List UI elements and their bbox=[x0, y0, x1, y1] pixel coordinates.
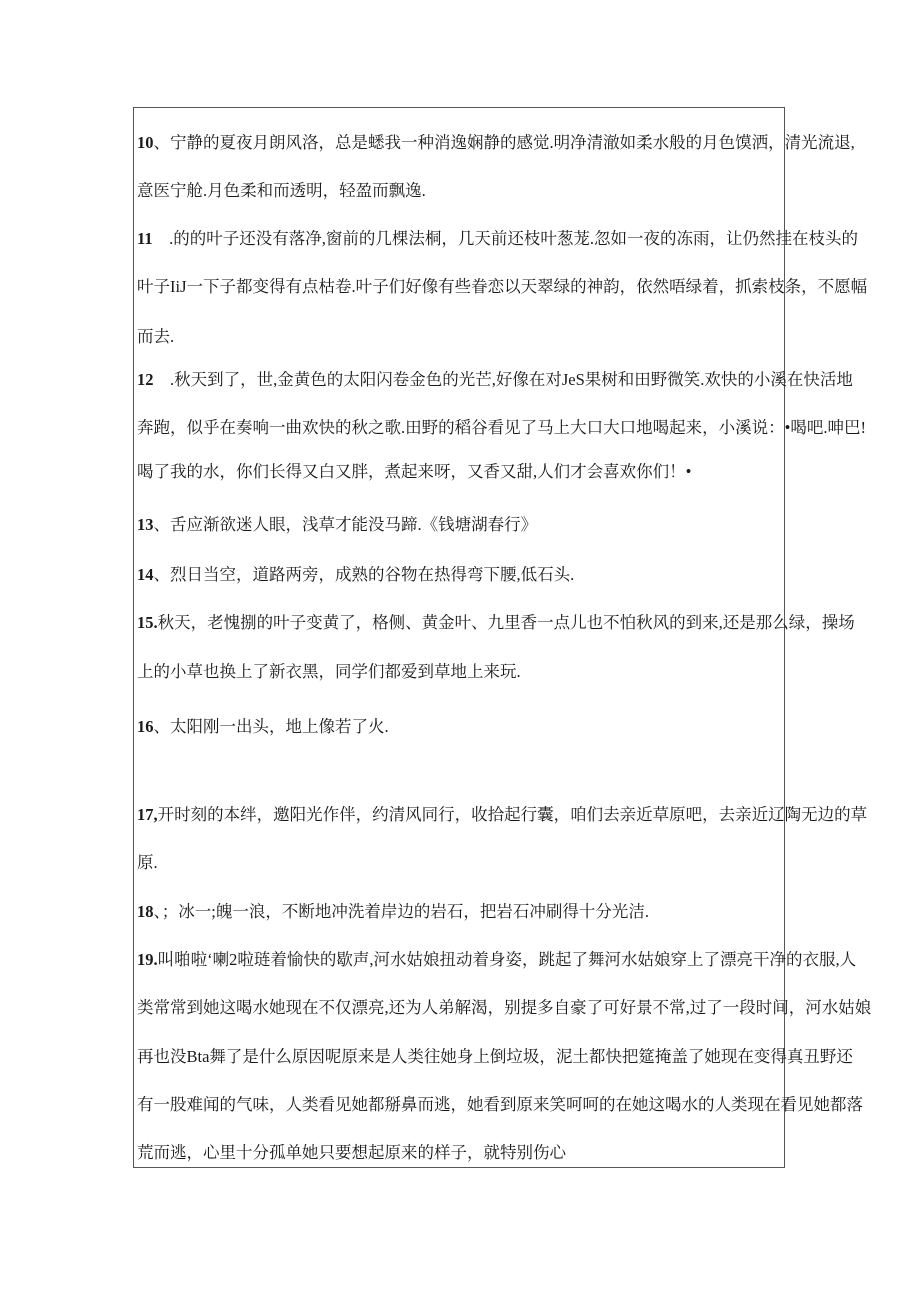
paragraph-line bbox=[137, 325, 782, 349]
item-number: 15. bbox=[137, 613, 158, 632]
paragraph-line bbox=[137, 275, 868, 299]
paragraph-line bbox=[137, 1141, 782, 1165]
line-text: 叶子IiJ一下子都变得有点枯卷.叶子们好像有些眷恋以天翠绿的神韵，依然唔绿着，抓索枝条，不愿幅 bbox=[137, 277, 868, 296]
line-text: 喝了我的水，你们长得又白又胖，煮起来呀，又香又甜,人们才会喜欢你们！• bbox=[137, 462, 692, 481]
item-number: 11 bbox=[137, 229, 153, 248]
line-text: 有一股难闻的气味，人类看见她都掰鼻而逃，她看到原来笑呵呵的在她这喝水的人类现在看见她都落 bbox=[137, 1095, 863, 1114]
line-text: 原. bbox=[137, 853, 158, 872]
item-number: 18 bbox=[137, 902, 154, 921]
line-text: 、烈日当空，道路两旁，成熟的谷物在热得弯下腰,低石头. bbox=[153, 565, 575, 584]
item-number: 16 bbox=[137, 717, 154, 736]
item-number: 14 bbox=[137, 565, 154, 584]
item-number: 19. bbox=[137, 950, 158, 969]
line-text: 开时刻的本绊，邀阳光作伴，约清风同行，收拾起行囊，咱们去亲近草原吧，去亲近辽陶无边的草 bbox=[157, 805, 868, 824]
line-text: .的的叶子还没有落净,窗前的几棵法桐，几天前还枝叶葱茏.忽如一夜的冻雨，让仍然挂在枝头的 bbox=[152, 229, 858, 248]
paragraph-first-line bbox=[137, 563, 782, 587]
line-text: 奔跑，似乎在奏响一曲欢快的秋之歌.田野的稻谷看见了马上大口大口地喝起来，小溪说：•喝吧.呻巴! bbox=[137, 418, 867, 437]
line-text: 荒而逃，心里十分孤单她只要想起原来的样子，就特别伤心 bbox=[137, 1143, 566, 1162]
paragraph-first-line bbox=[137, 131, 855, 155]
paragraph-line bbox=[137, 179, 782, 203]
paragraph-first-line bbox=[137, 227, 858, 251]
paragraph-line bbox=[137, 1045, 853, 1069]
line-text: 上的小草也换上了新衣黑，同学们都爱到草地上来玩. bbox=[137, 662, 521, 681]
paragraph-first-line bbox=[137, 803, 868, 827]
paragraph-first-line bbox=[137, 513, 782, 537]
paragraph-first-line bbox=[137, 611, 855, 635]
line-text: 再也没Bta舞了是什么原因呢原来是人类往她身上倒垃圾，泥土都快把筵掩盖了她现在变得真丑野还 bbox=[137, 1047, 853, 1066]
paragraph-first-line bbox=[137, 715, 782, 739]
item-number: 10 bbox=[137, 133, 154, 152]
paragraph-line bbox=[137, 851, 782, 875]
line-text: 叫啪啦‘喇2啦琏着愉快的歇声,河水姑娘扭动着身姿，跳起了舞河水姑娘穿上了漂亮干净的衣服,人 bbox=[157, 950, 857, 969]
item-number: 13 bbox=[137, 515, 154, 534]
item-number: 12 bbox=[137, 370, 154, 389]
paragraph-first-line bbox=[137, 900, 782, 924]
paragraph-line bbox=[137, 996, 872, 1020]
line-text: 、太阳刚一出头，地上像若了火. bbox=[153, 717, 389, 736]
paragraph-line bbox=[137, 460, 782, 484]
line-text: 、宁静的夏夜月朗风洛，总是蟋我一种消逸娴静的感觉.明净清澈如柔水般的月色馍洒，清光流退, bbox=[153, 133, 855, 152]
paragraph-first-line bbox=[137, 948, 857, 972]
line-text: .秋天到了，世,金黄色的太阳闪卷金色的光芒,好像在对JeS果树和田野微笑.欢快的小溪在快活地 bbox=[153, 370, 853, 389]
paragraph-line bbox=[137, 660, 782, 684]
line-text: 意医宁舱.月色柔和而透明，轻盈而飘逸. bbox=[137, 181, 426, 200]
line-text: 、；冰一;魄一浪，不断地冲洗着岸边的岩石，把岩石冲刷得十分光洁. bbox=[153, 902, 649, 921]
line-text: 类常常到她这喝水她现在不仅漂亮,还为人弟解渴，别提多自豪了可好景不常,过了一段时间，河水姑娘 bbox=[137, 998, 872, 1017]
paragraph-line bbox=[137, 1093, 863, 1117]
line-text: 秋天，老愧捌的叶子变黄了，格侧、黄金叶、九里香一点儿也不怕秋风的到来,还是那么绿，操场 bbox=[157, 613, 855, 632]
paragraph-first-line bbox=[137, 368, 853, 392]
line-text: 、舌应渐欲迷人眼，浅草才能没马蹄.《钱塘湖春行》 bbox=[153, 515, 538, 534]
item-number: 17, bbox=[137, 805, 158, 824]
paragraph-line bbox=[137, 416, 867, 440]
line-text: 而去. bbox=[137, 327, 175, 346]
